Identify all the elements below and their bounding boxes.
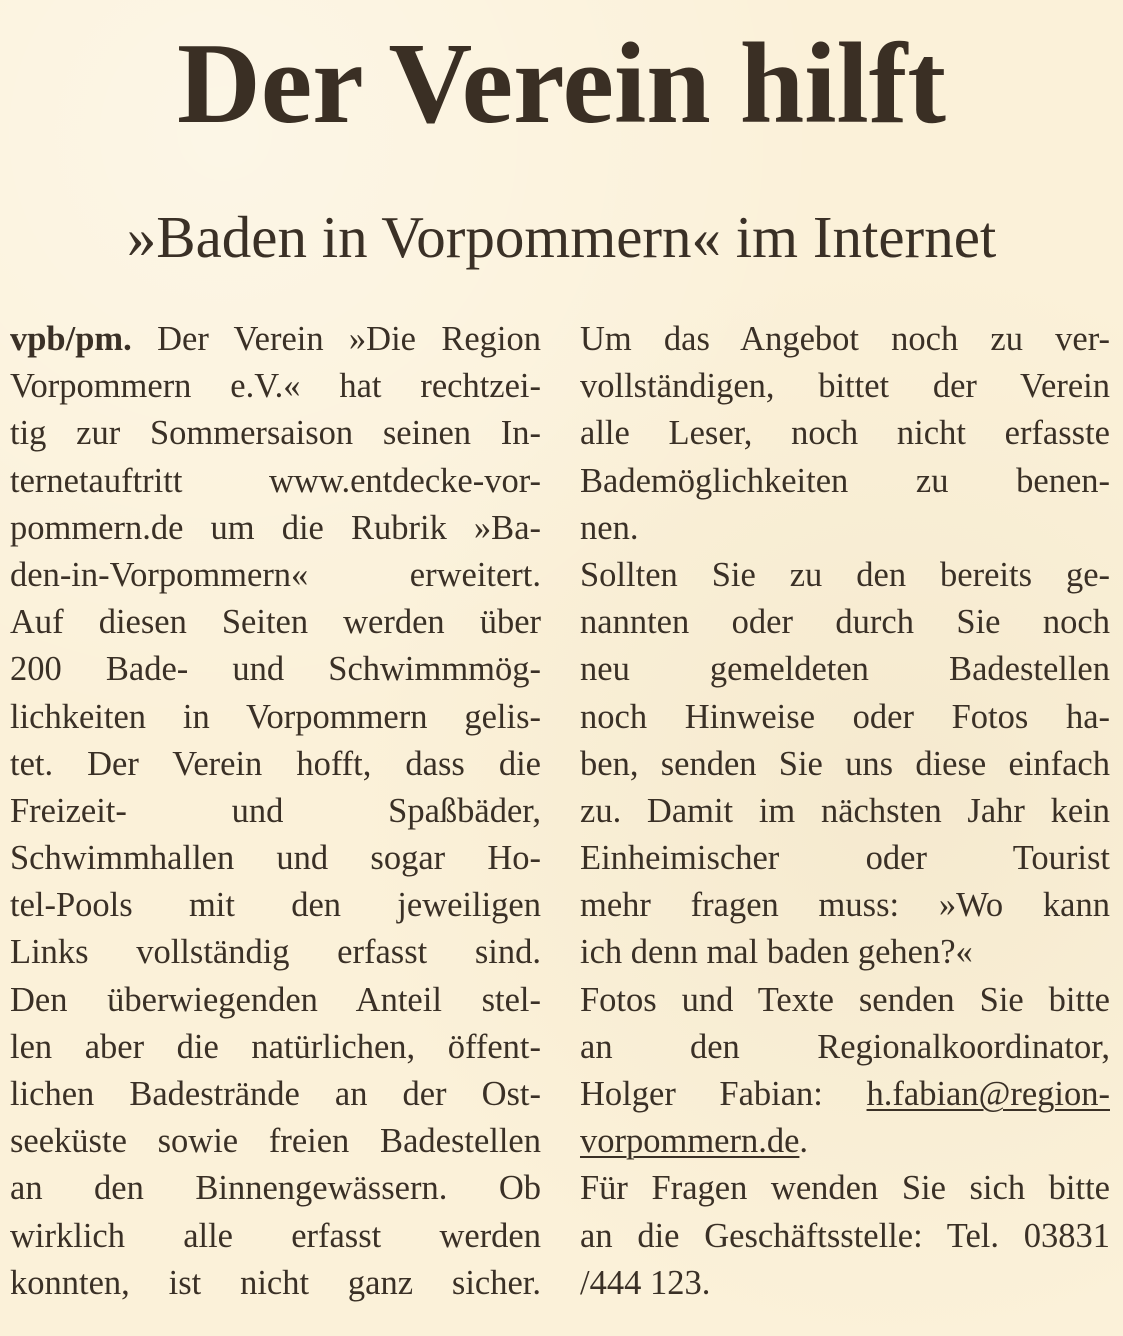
text-line: ich denn mal baden gehen?« — [580, 933, 973, 972]
text-line: neu gemeldeten Badestellen — [580, 650, 1110, 689]
text-line: Um das Angebot noch zu ver- — [580, 320, 1110, 358]
text-line: Fotos und Texte senden Sie bitte — [580, 980, 1110, 1019]
text-line: ben, senden Sie uns diese einfach — [580, 744, 1110, 783]
text-line: Einheimischer oder Tourist — [580, 839, 1110, 878]
dateline: vpb/pm. — [10, 320, 132, 358]
text-line: an den Regionalkoordinator, — [580, 1027, 1110, 1066]
text-line: nannten oder durch Sie noch — [580, 603, 1110, 642]
text-line: Schwimmhallen und sogar Ho- — [10, 839, 541, 878]
text-line: wirklich alle erfasst werden — [10, 1216, 541, 1255]
text-line: Bademöglichkeiten zu benen- — [580, 461, 1110, 500]
text-line: tig zur Sommersaison seinen In- — [10, 414, 541, 453]
text-line: seeküste sowie freien Badestellen — [10, 1122, 541, 1161]
text-line: alle Leser, noch nicht erfasste — [580, 414, 1110, 453]
text-line: konnten, ist nicht ganz sicher. — [10, 1263, 541, 1302]
text-line: Sollten Sie zu den bereits ge- — [580, 555, 1110, 594]
text-line: Freizeit- und Spaßbäder, — [10, 791, 541, 830]
headline: Der Verein hilft — [176, 20, 946, 148]
text-line: Den überwiegenden Anteil stel- — [10, 980, 541, 1019]
text-line: noch Hinweise oder Fotos ha- — [580, 697, 1110, 736]
text-line: tel-Pools mit den jeweiligen — [10, 886, 541, 925]
text-line: len aber die natürlichen, öffent- — [10, 1027, 541, 1066]
text-line: an die Geschäftsstelle: Tel. 03831 — [580, 1216, 1110, 1255]
text-line: Für Fragen wenden Sie sich bitte — [580, 1169, 1110, 1208]
text-line: vollständigen, bittet der Verein — [580, 367, 1110, 406]
article-body — [10, 316, 1110, 1307]
text-line: pommern.de um die Rubrik »Ba- — [10, 508, 541, 547]
text-line: den-in-Vorpommern« erweitert. — [10, 555, 541, 594]
subheadline: »Baden in Vorpommern« im Internet — [126, 204, 997, 270]
left-column — [10, 316, 541, 1307]
text-line: /444 123. — [580, 1263, 711, 1302]
text-line: Links vollständig erfasst sind. — [10, 933, 541, 972]
text-line-content: Der Verein »Die Region — [157, 320, 541, 358]
text-line-content: Holger Fabian: — [580, 1075, 823, 1113]
text-line — [580, 1118, 1110, 1165]
text-line: zu. Damit im nächsten Jahr kein — [580, 791, 1110, 830]
email-link[interactable]: h.fabian@region- — [866, 1075, 1110, 1113]
text-line: lichen Badestrände an der Ost- — [10, 1075, 541, 1113]
text-line: 200 Bade- und Schwimmmög- — [10, 650, 541, 689]
text-line: Vorpommern e.V.« hat rechtzei- — [10, 367, 541, 406]
text-line: nen. — [580, 508, 639, 547]
text-line: Auf diesen Seiten werden über — [10, 603, 541, 642]
text-line: ternetauftritt www.entdecke-vor- — [10, 461, 541, 500]
right-column — [580, 316, 1110, 1307]
text-line: an den Binnengewässern. Ob — [10, 1169, 541, 1208]
period: . — [799, 1122, 809, 1161]
text-line: lichkeiten in Vorpommern gelis- — [10, 697, 541, 736]
text-line — [10, 316, 541, 363]
text-line — [580, 1071, 1110, 1118]
text-line: tet. Der Verein hofft, dass die — [10, 744, 541, 783]
text-line: mehr fragen muss: »Wo kann — [580, 886, 1110, 925]
email-link-continued[interactable]: vorpommern.de — [580, 1122, 800, 1161]
